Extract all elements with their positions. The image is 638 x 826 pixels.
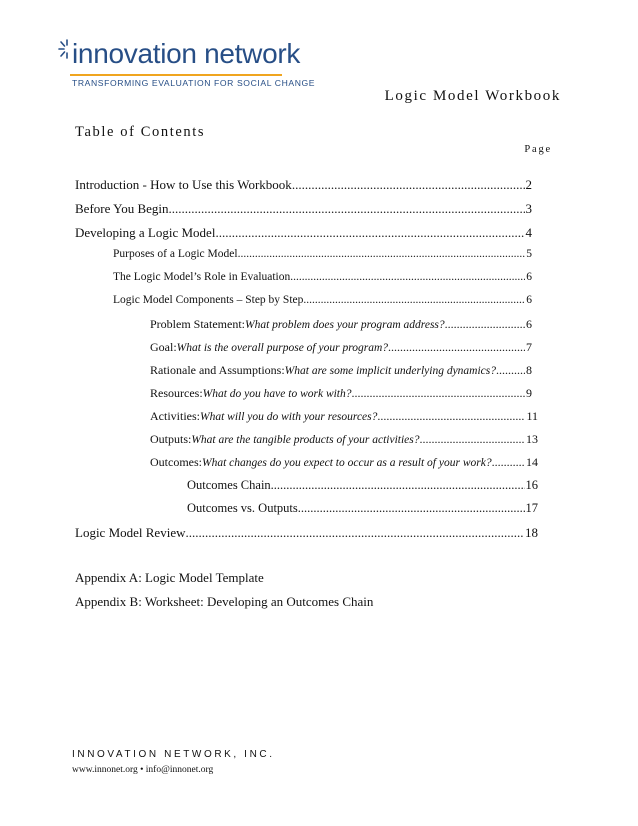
appendix-a[interactable]: Appendix A: Logic Model Template	[75, 570, 264, 585]
toc-entry-resources[interactable]: Resources: What do you have to work with? ..... 9	[150, 386, 532, 401]
toc-entry-purposes[interactable]: Purposes of a Logic Model ..... 5	[113, 248, 532, 260]
appendix-b[interactable]: Appendix B: Worksheet: Developing an Outcomes Chain	[75, 594, 374, 609]
footer-email[interactable]: info@innonet.org	[145, 765, 214, 775]
toc-entry-rationale[interactable]: Rationale and Assumptions: What are some implicit underlying dynamics? ..... 8	[150, 363, 532, 378]
footer-contact	[72, 765, 213, 775]
toc-entry-developing-logic-model[interactable]: Developing a Logic Model ..... 4	[75, 225, 532, 241]
toc-entry-before-you-begin[interactable]: Before You Begin ..... 3	[75, 201, 532, 217]
toc-entry-outputs[interactable]: Outputs: What are the tangible products of your activities? ..... 13	[150, 432, 538, 447]
toc-entry-introduction[interactable]: Introduction - How to Use this Workbook ..... 2	[75, 177, 532, 193]
toc-heading: Table of Contents	[75, 124, 206, 140]
logo-tagline: TRANSFORMING EVALUATION FOR SOCIAL CHANGE	[72, 78, 316, 88]
toc-entry-goal[interactable]: Goal: What is the overall purpose of your program? ..... 7	[150, 340, 532, 355]
footer-separator: •	[140, 765, 144, 775]
logo-divider	[70, 74, 282, 76]
document-title: Logic Model Workbook	[384, 88, 561, 104]
toc-entry-logic-model-review[interactable]: Logic Model Review ..... 18	[75, 525, 538, 541]
toc-entry-outcomes-chain[interactable]: Outcomes Chain ..... 16	[187, 478, 538, 493]
toc-entry-outcomes[interactable]: Outcomes: What changes do you expect to occur as a result of your work? ..... 14	[150, 455, 538, 470]
toc-entry-role-in-evaluation[interactable]: The Logic Model’s Role in Evaluation ..... 6	[113, 271, 532, 283]
footer-website[interactable]: www.innonet.org	[72, 765, 138, 775]
toc-entry-outcomes-vs-outputs[interactable]: Outcomes vs. Outputs ..... 17	[187, 501, 538, 516]
toc-entry-activities[interactable]: Activities: What will you do with your resources? ..... 11	[150, 409, 538, 424]
page-column-label: Page	[524, 144, 552, 155]
toc-entry-problem-statement[interactable]: Problem Statement: What problem does your program address? ..... 6	[150, 317, 532, 332]
footer-company-name: INNOVATION NETWORK, INC.	[72, 749, 275, 760]
logo-wordmark: innovation network	[72, 38, 301, 69]
toc-entry-components[interactable]: Logic Model Components – Step by Step ..... 6	[113, 294, 532, 306]
organization-logo	[58, 38, 316, 90]
